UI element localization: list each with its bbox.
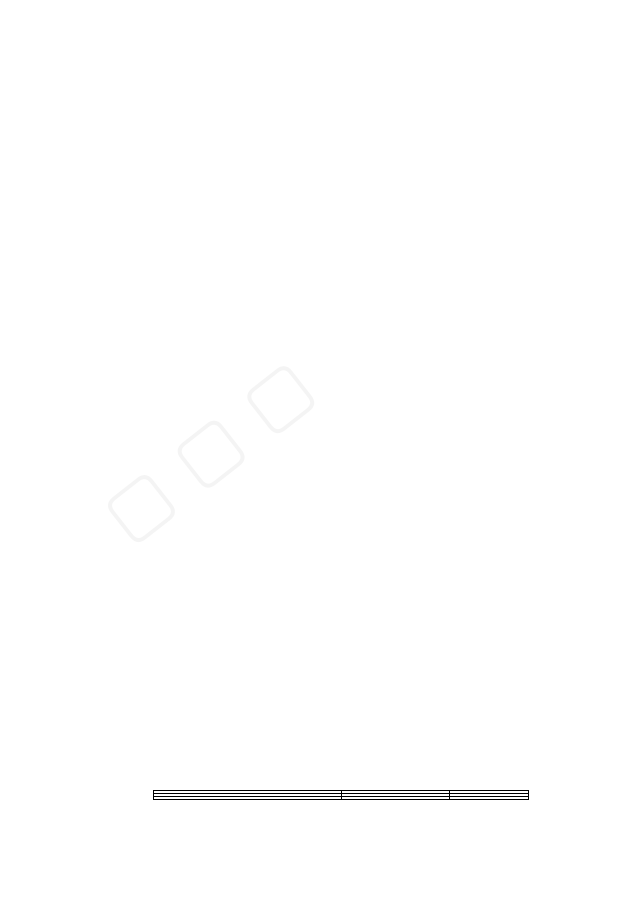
table-row	[154, 797, 529, 800]
table-cell	[450, 797, 529, 800]
table-cell	[154, 797, 342, 800]
experiment-table	[153, 790, 529, 800]
table-cell	[341, 797, 449, 800]
watermark	[87, 270, 494, 649]
